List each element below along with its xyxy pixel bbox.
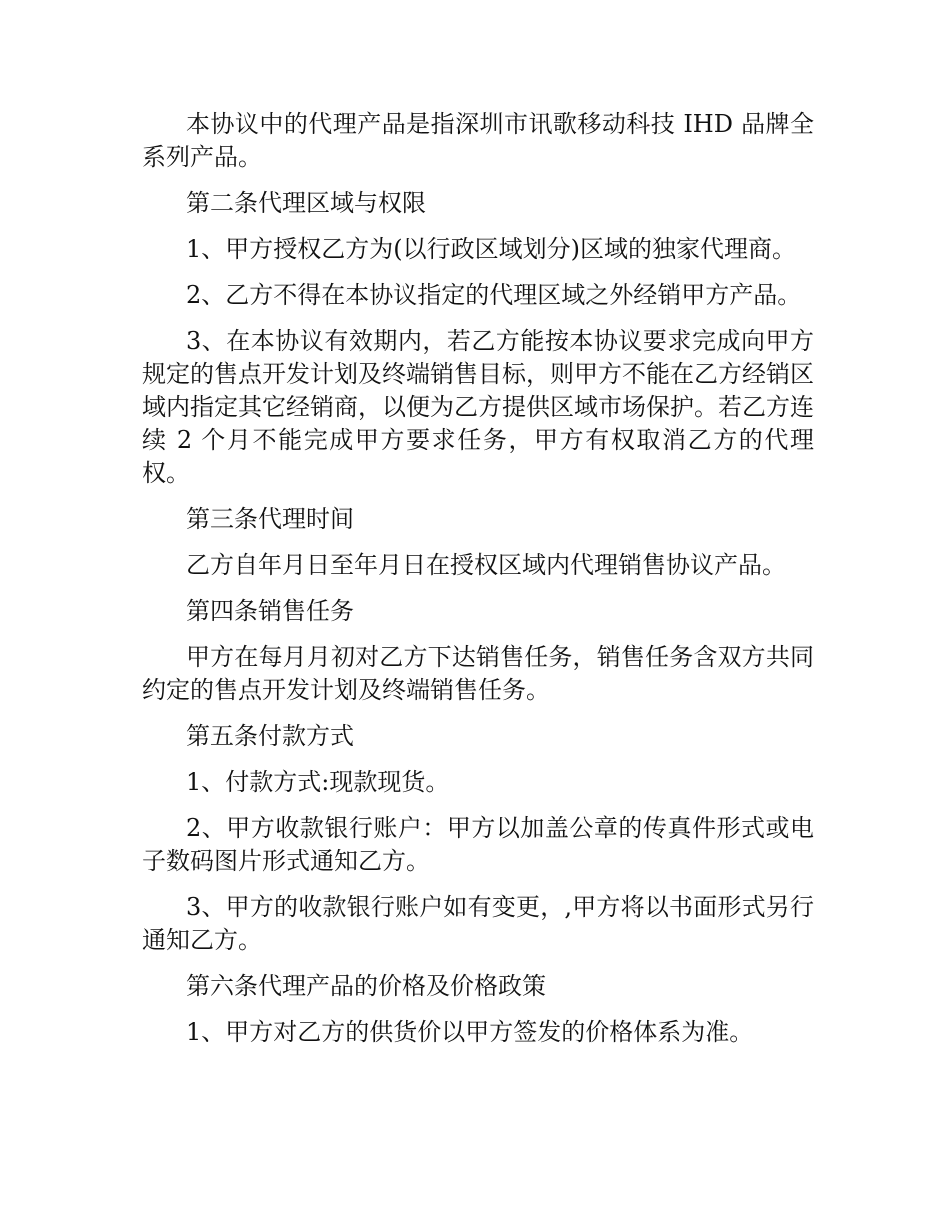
paragraph-5-3: 3、甲方的收款银行账户如有变更，,甲方将以书面形式另行通知乙方。	[142, 893, 814, 954]
paragraph-2-2: 2、乙方不得在本协议指定的代理区域之外经销甲方产品。	[186, 281, 802, 309]
paragraph-2-3: 3、在本协议有效期内，若乙方能按本协议要求完成向甲方规定的售点开发计划及终端销售目标，则甲方不能在乙方经销区域内指定其它经销商，以便为乙方提供区域市场保护。若乙方连续 2 个月不能完成甲方要求任务，甲方有权取消乙方的代理权。	[142, 327, 814, 487]
paragraph-2-1: 1、甲方授权乙方为(以行政区域划分)区域的独家代理商。	[186, 235, 796, 263]
paragraph-product-definition: 本协议中的代理产品是指深圳市讯歌移动科技 IHD 品牌全系列产品。	[142, 110, 814, 171]
heading-article-4: 第四条销售任务	[186, 597, 354, 625]
paragraph-3-1: 乙方自年月日至年月日在授权区域内代理销售协议产品。	[186, 551, 786, 579]
paragraph-5-1: 1、付款方式:现款现货。	[186, 768, 450, 796]
heading-article-2: 第二条代理区域与权限	[186, 189, 426, 217]
paragraph-4-1: 甲方在每月月初对乙方下达销售任务，销售任务含双方共同约定的售点开发计划及终端销售任务。	[142, 643, 814, 704]
paragraph-6-1: 1、甲方对乙方的供货价以甲方签发的价格体系为准。	[186, 1018, 754, 1046]
paragraph-5-2: 2、甲方收款银行账户：甲方以加盖公章的传真件形式或电子数码图片形式通知乙方。	[142, 814, 814, 875]
heading-article-6: 第六条代理产品的价格及价格政策	[186, 972, 546, 1000]
heading-article-5: 第五条付款方式	[186, 722, 354, 750]
document-body	[142, 108, 814, 1062]
heading-article-3: 第三条代理时间	[186, 505, 354, 533]
